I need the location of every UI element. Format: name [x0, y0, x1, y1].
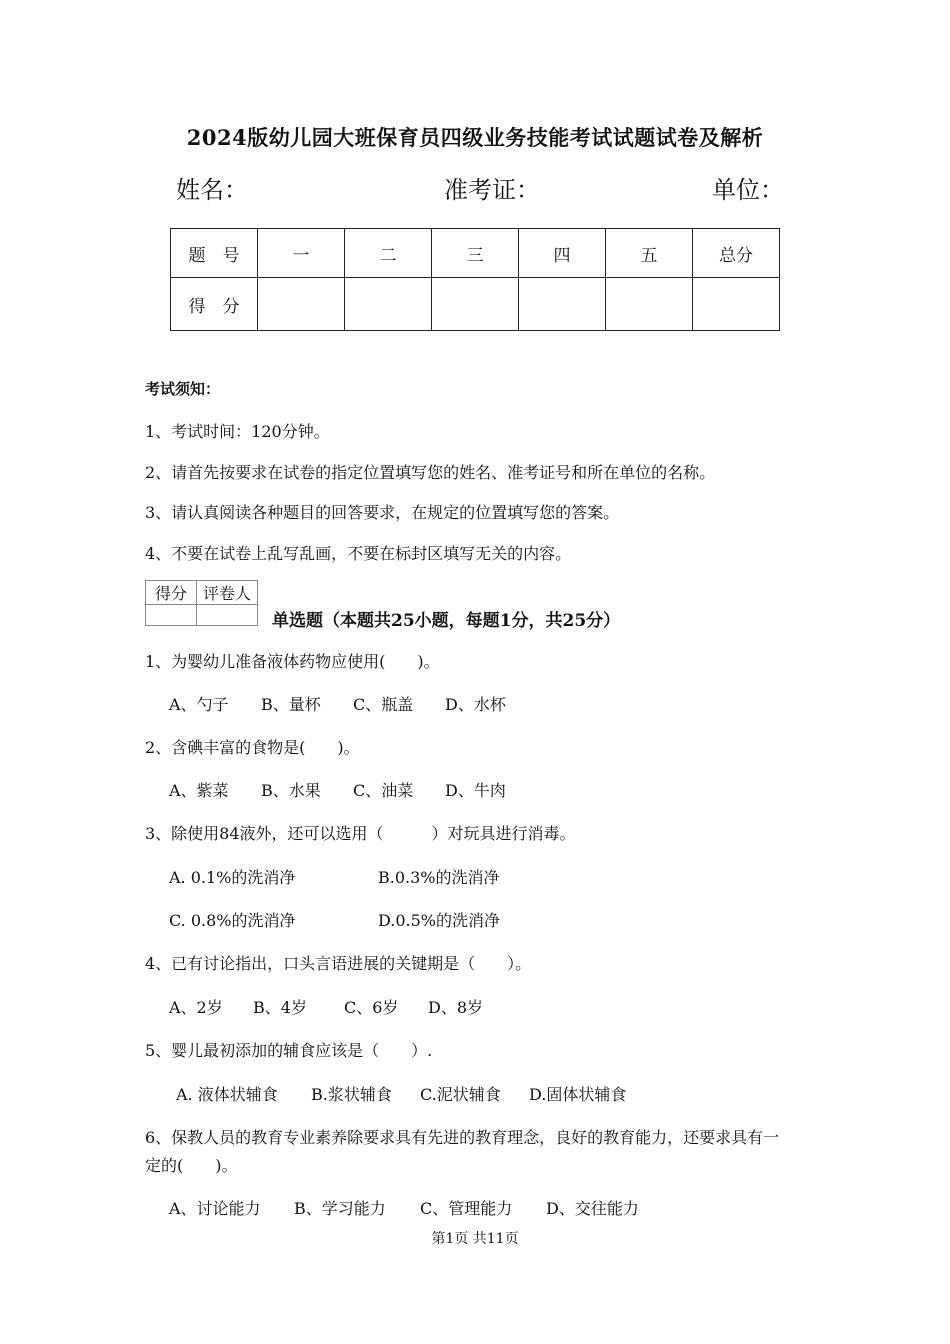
option: D、水杯 [445, 695, 506, 714]
score-table [170, 228, 780, 331]
score-table-header-cell: 一 [258, 229, 345, 278]
notice-heading: 考试须知： [145, 380, 221, 398]
question-stem: 5、婴儿最初添加的辅食应该是（ ）. [145, 1041, 433, 1060]
score-table-header-cell: 题 号 [171, 229, 258, 278]
score-cell [693, 278, 780, 331]
score-cell [606, 278, 693, 331]
section-title: 单选题（本题共25小题，每题1分，共25分） [272, 611, 621, 631]
notice-item: 3、请认真阅读各种题目的回答要求，在规定的位置填写您的答案。 [145, 503, 620, 522]
option: D.固体状辅食 [529, 1085, 627, 1104]
option: C.泥状辅食 [420, 1085, 501, 1104]
question-stem: 4、已有讨论指出，口头言语进展的关键期是（ ）。 [145, 954, 532, 973]
question-stem: 2、含碘丰富的食物是( )。 [145, 738, 360, 757]
notice-item: 4、不要在试卷上乱写乱画，不要在标封区填写无关的内容。 [145, 544, 572, 563]
score-table-header-cell: 四 [519, 229, 606, 278]
option: A、紫菜 [169, 781, 229, 800]
option: B、学习能力 [294, 1199, 386, 1218]
grader-reviewer-cell [197, 605, 258, 626]
option: C. 0.8%的洗消净 [169, 911, 296, 930]
option: B、量杯 [261, 695, 321, 714]
grader-box [145, 580, 258, 626]
question-stem: 3、除使用84液外，还可以选用（ ）对玩具进行消毒。 [145, 824, 576, 843]
score-table-header-row [171, 229, 780, 278]
exam-id-field-label: 准考证： [444, 176, 540, 204]
option: C、油菜 [353, 781, 414, 800]
option: C、管理能力 [420, 1199, 513, 1218]
option: D、交往能力 [546, 1199, 639, 1218]
score-table-header-cell: 三 [432, 229, 519, 278]
option: A. 液体状辅食 [176, 1085, 278, 1104]
grader-score-label: 得分 [146, 581, 197, 605]
question-stem: 1、为婴幼儿准备液体药物应使用( )。 [145, 652, 440, 671]
score-cell [432, 278, 519, 331]
option: B.浆状辅食 [311, 1085, 392, 1104]
option: C、6岁 [344, 998, 399, 1017]
option: D.0.5%的洗消净 [378, 911, 500, 930]
unit-field-label: 单位： [712, 176, 784, 204]
option: C、瓶盖 [353, 695, 414, 714]
question-stem: 6、保教人员的教育专业素养除要求具有先进的教育理念，良好的教育能力，还要求具有一 [145, 1128, 780, 1147]
score-table-header-cell: 五 [606, 229, 693, 278]
name-field-label: 姓名： [176, 176, 248, 204]
notice-item: 1、考试时间：120分钟。 [145, 422, 330, 441]
option: D、牛肉 [445, 781, 506, 800]
score-row-label: 得 分 [171, 278, 258, 331]
page-footer: 第1页 共11页 [431, 1231, 519, 1247]
score-table-header-cell: 总分 [693, 229, 780, 278]
document-title: 2024版幼儿园大班保育员四级业务技能考试试题试卷及解析 [186, 125, 764, 150]
option: A. 0.1%的洗消净 [169, 868, 296, 887]
score-table-header-cell: 二 [345, 229, 432, 278]
grader-score-cell [146, 605, 197, 626]
option: A、勺子 [169, 695, 229, 714]
option: B、4岁 [253, 998, 307, 1017]
score-cell [519, 278, 606, 331]
score-cell [258, 278, 345, 331]
question-stem-continued: 定的( )。 [145, 1156, 238, 1175]
option: B、水果 [261, 781, 321, 800]
score-table-score-row [171, 278, 780, 331]
notice-item: 2、请首先按要求在试卷的指定位置填写您的姓名、准考证号和所在单位的名称。 [145, 463, 716, 482]
option: A、讨论能力 [169, 1199, 261, 1218]
option: B.0.3%的洗消净 [378, 868, 500, 887]
option: A、2岁 [169, 998, 223, 1017]
option: D、8岁 [428, 998, 484, 1017]
grader-reviewer-label: 评卷人 [197, 581, 258, 605]
score-cell [345, 278, 432, 331]
